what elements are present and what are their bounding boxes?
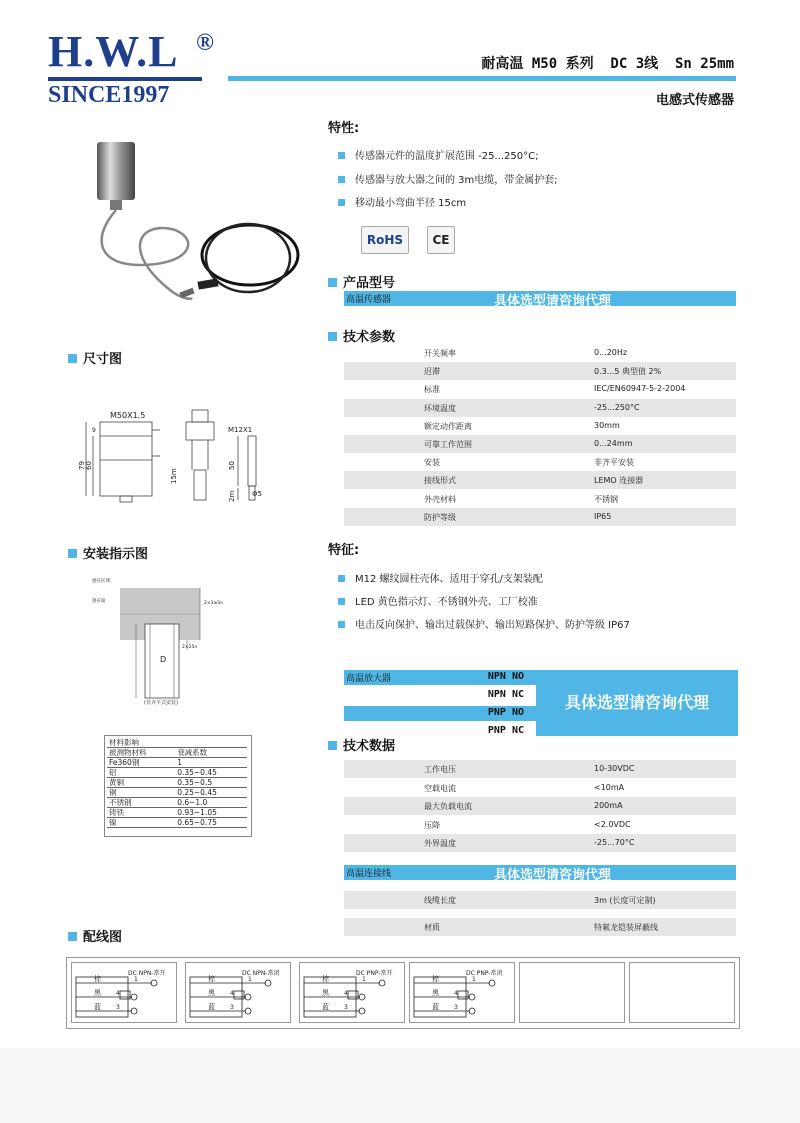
dim-15m: 15m: [170, 468, 178, 484]
features-heading: 特性:: [328, 121, 360, 136]
model-heading: 产品型号: [328, 272, 395, 291]
wire-blue: 蓝: [432, 1003, 439, 1011]
wire-brown: 棕: [432, 975, 439, 983]
material-row: 不锈钢 0.6~1.0: [107, 798, 247, 808]
tech-param-row: 安装 非齐平安装: [424, 458, 634, 468]
pin-1: 1: [248, 976, 252, 983]
dimensions-heading: 尺寸图: [68, 348, 122, 367]
wire-black: 黑: [208, 989, 215, 997]
wiring-diagram: [185, 962, 291, 1023]
materials-table: [107, 738, 247, 828]
wiring-title: DC NPN-常开: [128, 970, 166, 977]
dim-50: 50: [228, 461, 236, 470]
dim-thread: M50X1.5: [110, 411, 146, 420]
amplifier-row: NPN NC: [487, 689, 524, 700]
tech-data-row: 工作电压 10-30VDC: [344, 760, 736, 778]
pin-4: 4: [230, 990, 234, 997]
registered-mark: ®: [196, 30, 214, 56]
cable-spec-row: 材质 特氟龙铠装屏蔽线: [344, 918, 736, 936]
dim-9: 9: [92, 427, 96, 434]
document-title: 耐高温 M50 系列 DC 3线 Sn 25mm: [481, 56, 734, 72]
tech-data-row: 最大负载电流 200mA: [344, 797, 736, 815]
pin-1: 1: [472, 976, 476, 983]
material-row: Fe360钢 1: [107, 758, 247, 768]
wire-brown: 棕: [94, 975, 101, 983]
material-row: 铝 0.35~0.45: [107, 768, 247, 778]
wire-brown: 棕: [208, 975, 215, 983]
install-label-d: 2×25n: [182, 645, 198, 650]
tech-param-row: 外壳材料 不锈钢: [424, 494, 618, 504]
tech-param-row: 接线形式 LEMO 连接器: [344, 471, 736, 489]
wire-black: 黑: [322, 989, 329, 997]
characteristics-heading: 特征:: [328, 543, 360, 558]
characteristic-item: LED 黄色指示灯、不锈钢外壳、工厂校准: [338, 593, 538, 608]
tech-data-heading: 技术数据: [328, 735, 395, 754]
metal-cable: [102, 210, 192, 299]
wiring-empty-cell: [519, 962, 625, 1023]
dim-60: 60: [85, 461, 93, 470]
cable-connector: [179, 288, 194, 298]
wiring-title: DC NPN-常闭: [242, 970, 280, 977]
pin-4: 4: [344, 990, 348, 997]
pin-3: 3: [230, 1004, 234, 1011]
tech-data-row: 空载电流 <10mA: [424, 782, 625, 793]
wire-blue: 蓝: [208, 1003, 215, 1011]
wire-brown: 棕: [322, 975, 329, 983]
install-diagram: [90, 570, 250, 710]
pin-3: 3: [454, 1004, 458, 1011]
amplifier-consult: 具体选型请咨询代理: [536, 670, 738, 736]
logo-underline: [48, 77, 202, 81]
tech-param-row: 防护等级 IP65: [344, 508, 736, 526]
wire-blue: 蓝: [322, 1003, 329, 1011]
dim-d5: Φ5: [252, 490, 262, 498]
sensor-neck: [110, 200, 122, 210]
tech-param-row: 标准 IEC/EN60947-5-2-2004: [424, 384, 686, 395]
amplifier-row: PNP NO: [344, 706, 536, 721]
material-row: 镍 0.65~0.75: [107, 818, 247, 828]
materials-title: 材料影响: [107, 738, 247, 748]
wire-black: 黑: [94, 989, 101, 997]
feature-item: 传感器元件的温度扩展范围 -25...250°C;: [338, 147, 539, 162]
material-row: 铸铁 0.93~1.05: [107, 808, 247, 818]
amplifier-row: PNP NC: [487, 725, 524, 736]
wiring-diagram: [71, 962, 177, 1023]
characteristic-item: 电击反向保护、输出过载保护、输出短路保护、防护等级 IP67: [338, 616, 630, 631]
materials-col: 衰减系数: [175, 748, 247, 758]
title-bar: [228, 76, 736, 81]
materials-col: 被测物材料: [107, 748, 175, 758]
black-cable-loop-2: [206, 224, 290, 292]
install-label-c: 2×3≥Sn: [204, 601, 223, 606]
sensor-body: [97, 142, 135, 200]
model-row: 高温传感器 具体选型请咨询代理: [344, 291, 736, 306]
pin-3: 3: [116, 1004, 120, 1011]
wire-black: 黑: [432, 989, 439, 997]
tech-data-row: 压降 <2.0VDC: [424, 819, 631, 830]
black-connector: [197, 278, 218, 289]
install-heading: 安装指示图: [68, 543, 148, 562]
pin-4: 4: [116, 990, 120, 997]
pin-3: 3: [344, 1004, 348, 1011]
install-label-D: D: [160, 655, 167, 664]
pin-1: 1: [362, 976, 366, 983]
install-label-face: 感应面: [92, 599, 106, 604]
tech-param-row: 环境温度 -25...250°C: [344, 399, 736, 417]
rohs-badge: RoHS: [361, 226, 409, 254]
page-footer-band: [0, 1048, 800, 1123]
brand-logo: H.W.L: [48, 27, 179, 76]
dim-79: 79: [78, 461, 86, 470]
brand-since: SINCE1997: [48, 82, 170, 108]
dim-conn: M12X1: [228, 426, 253, 434]
sensor-outline: [100, 422, 152, 496]
cable-row: 高温连接线 具体选型请咨询代理: [344, 865, 736, 880]
wiring-title: DC PNP-常开: [356, 970, 393, 977]
product-photo: [80, 130, 310, 320]
tech-param-row: 开关频率 0...20Hz: [424, 348, 628, 358]
tech-param-row: 额定动作距离 30mm: [424, 420, 620, 431]
install-note: (非齐平式安装): [144, 700, 178, 706]
wiring-heading: 配线图: [68, 926, 122, 945]
tech-params-heading: 技术参数: [328, 326, 395, 345]
characteristic-item: M12 螺纹圆柱壳体、适用于穿孔/支架装配: [338, 570, 543, 585]
install-label-area: 感应区域: [92, 579, 110, 584]
ce-badge: CE: [427, 226, 455, 254]
wiring-diagram: [299, 962, 405, 1023]
wiring-empty-cell: [629, 962, 735, 1023]
pin-1: 1: [134, 976, 138, 983]
document-subtitle: 电感式传感器: [655, 93, 734, 108]
amplifier-row: 高温放大器 NPN NO: [344, 670, 536, 685]
wiring-diagram: [409, 962, 515, 1023]
tech-data-row: 外界温度 -25...70°C: [344, 834, 736, 852]
material-row: 黄铜 0.35~0.5: [107, 778, 247, 788]
tech-param-row: 可靠工作范围 0...24mm: [344, 435, 736, 453]
cable-spec-row: 线缆长度 3m (长度可定制): [344, 891, 736, 909]
dimension-drawing: [80, 400, 280, 515]
material-row: 铜 0.25~0.45: [107, 788, 247, 798]
wiring-title: DC PNP-常闭: [466, 970, 503, 977]
feature-item: 移动最小弯曲半径 15cm: [338, 194, 466, 209]
feature-item: 传感器与放大器之间的 3m电缆，带金属护套;: [338, 171, 558, 186]
tech-param-row: 迟滞 0.3...5 典型值 2%: [344, 362, 736, 380]
pin-4: 4: [454, 990, 458, 997]
wire-blue: 蓝: [94, 1003, 101, 1011]
dim-2m: 2m: [228, 490, 236, 502]
